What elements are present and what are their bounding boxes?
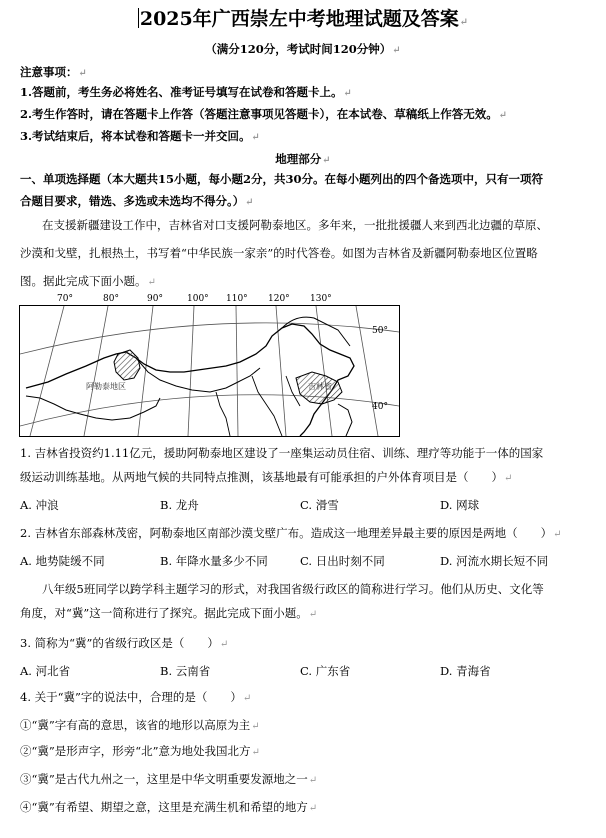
notice-item-3: 3.考试结束后，将本试卷和答题卡一并交回。↵	[20, 129, 260, 143]
paragraph-mark-icon: ↵	[245, 197, 254, 208]
q4-statement: ③“冀”是古代九州之一，这里是中华文明重要发源地之一↵	[20, 772, 318, 786]
passage1-line: 图。据此完成下面小题。↵	[20, 274, 156, 288]
part1-heading: 一、单项选择题（本大题共15小题，每小题2分，共30分。在每小题列出的四个备选项中，只有一项符	[20, 172, 544, 186]
longitude-label: 70°	[57, 294, 73, 304]
paragraph-mark-icon: ↵	[251, 721, 260, 732]
paragraph-mark-icon: ↵	[78, 68, 87, 79]
paragraph-mark-icon: ↵	[219, 639, 229, 650]
paragraph-mark-icon: ↵	[308, 609, 318, 620]
q4-statement: ④“冀”有希望、期望之意，这里是充满生机和希望的地方↵	[20, 800, 318, 814]
notice-heading: 注意事项：↵	[20, 65, 87, 79]
altay-region	[114, 350, 140, 380]
q3-option-c[interactable]: C. 广东省	[300, 664, 351, 678]
q4-statement: ②“冀”是形声字，形旁“北”意为地处我国北方↵	[20, 744, 260, 758]
question-1-stem: 1. 吉林省投资约1.11亿元，援助阿勒泰地区建设了一座集运动员住宿、训练、理疗等功能于一体的国家	[20, 446, 544, 460]
latitude-label: 50°	[372, 326, 388, 336]
q4-statement: ①“冀”字有高的意思，该省的地形以高原为主↵	[20, 718, 260, 732]
notice-item-1: 1.答题前，考生务必将姓名、准考证号填写在试卷和答题卡上。↵	[20, 85, 352, 99]
longitude-label: 120°	[268, 294, 290, 304]
latitude-label: 40°	[372, 402, 388, 412]
paragraph-mark-icon: ↵	[392, 45, 401, 56]
paragraph-mark-icon: ↵	[308, 803, 318, 814]
question-1-stem-cont: 级运动训练基地。从两地气候的共同特点推测，该基地最有可能承担的户外体育项目是（ ）↵	[20, 470, 513, 484]
longitude-label: 80°	[103, 294, 119, 304]
passage2-line: 八年级5班同学以跨学科主题学习的形式，对我国省级行政区的简称进行学习。他们从历史、文化等	[42, 582, 544, 596]
q3-option-d[interactable]: D. 青海省	[440, 664, 491, 678]
q2-option-b[interactable]: B. 年降水量多少不同	[160, 554, 268, 568]
paragraph-mark-icon: ↵	[147, 277, 156, 288]
label-altay: 阿勒泰地区	[86, 382, 126, 391]
document-subtitle: （满分120分，考试时间120分钟）↵	[205, 42, 401, 56]
label-jilin: 吉林省	[308, 382, 332, 391]
passage1-line: 沙漠和戈壁，扎根热土，书写着“中华民族一家亲”的时代答卷。如图为吉林省及新疆阿勒泰地区位置略	[20, 246, 538, 260]
q1-option-a[interactable]: A. 冲浪	[20, 498, 59, 512]
q3-option-b[interactable]: B. 云南省	[160, 664, 211, 678]
paragraph-mark-icon: ↵	[242, 693, 252, 704]
paragraph-mark-icon: ↵	[308, 775, 318, 786]
longitude-label: 130°	[310, 294, 332, 304]
paragraph-mark-icon: ↵	[504, 473, 513, 484]
graticule	[20, 306, 399, 436]
river	[282, 317, 350, 346]
q1-option-c[interactable]: C. 滑雪	[300, 498, 339, 512]
q1-option-d[interactable]: D. 网球	[440, 498, 480, 512]
paragraph-mark-icon: ↵	[251, 747, 260, 758]
longitude-label: 90°	[147, 294, 163, 304]
paragraph-mark-icon: ↵	[251, 132, 260, 143]
peninsula-outline	[338, 404, 352, 436]
paragraph-mark-icon: ↵	[343, 88, 352, 99]
part1-heading-cont: 合题目要求，错选、多选或未选均不得分。）↵	[20, 194, 254, 208]
q2-option-c[interactable]: C. 日出时刻不同	[300, 554, 385, 568]
map-graphic	[20, 306, 399, 436]
q2-option-a[interactable]: A. 地势陡缓不同	[20, 554, 105, 568]
paragraph-mark-icon: ↵	[498, 110, 508, 121]
q3-option-a[interactable]: A. 河北省	[20, 664, 71, 678]
document-title: 2025年广西崇左中考地理试题及答案↵	[139, 8, 469, 30]
mongolia-boundary	[136, 358, 260, 392]
q1-option-b[interactable]: B. 龙舟	[160, 498, 199, 512]
longitude-label: 110°	[226, 294, 248, 304]
question-2-stem: 2. 吉林省东部森林茂密，阿勒泰地区南部沙漠戈壁广布。造成这一地理差异最主要的原因是两地（ ）↵	[20, 526, 562, 540]
paragraph-mark-icon: ↵	[553, 529, 562, 540]
paragraph-mark-icon: ↵	[322, 155, 331, 166]
location-map	[19, 305, 400, 437]
passage2-line: 角度，对“冀”这一简称进行了探究。据此完成下面小题。↵	[20, 606, 318, 620]
question-4-stem: 4. 关于“冀”字的说法中，合理的是（ ）↵	[20, 690, 252, 704]
longitude-label: 100°	[187, 294, 209, 304]
province-boundary	[216, 376, 300, 436]
notice-item-2: 2.考生作答时，请在答题卡上作答（答题注意事项见答题卡），在本试卷、草稿纸上作答无效。↵	[20, 107, 508, 121]
passage1-line: 在支援新疆建设工作中，吉林省对口支援阿勒泰地区。多年来，一批批援疆人来到西北边疆的草原、	[42, 218, 548, 232]
q2-option-d[interactable]: D. 河流水期长短不同	[440, 554, 549, 568]
section-title: 地理部分↵	[275, 152, 331, 166]
question-3-stem: 3. 简称为“冀”的省级行政区是（ ）↵	[20, 636, 229, 650]
paragraph-mark-icon: ↵	[459, 17, 469, 28]
text-cursor	[138, 8, 139, 28]
